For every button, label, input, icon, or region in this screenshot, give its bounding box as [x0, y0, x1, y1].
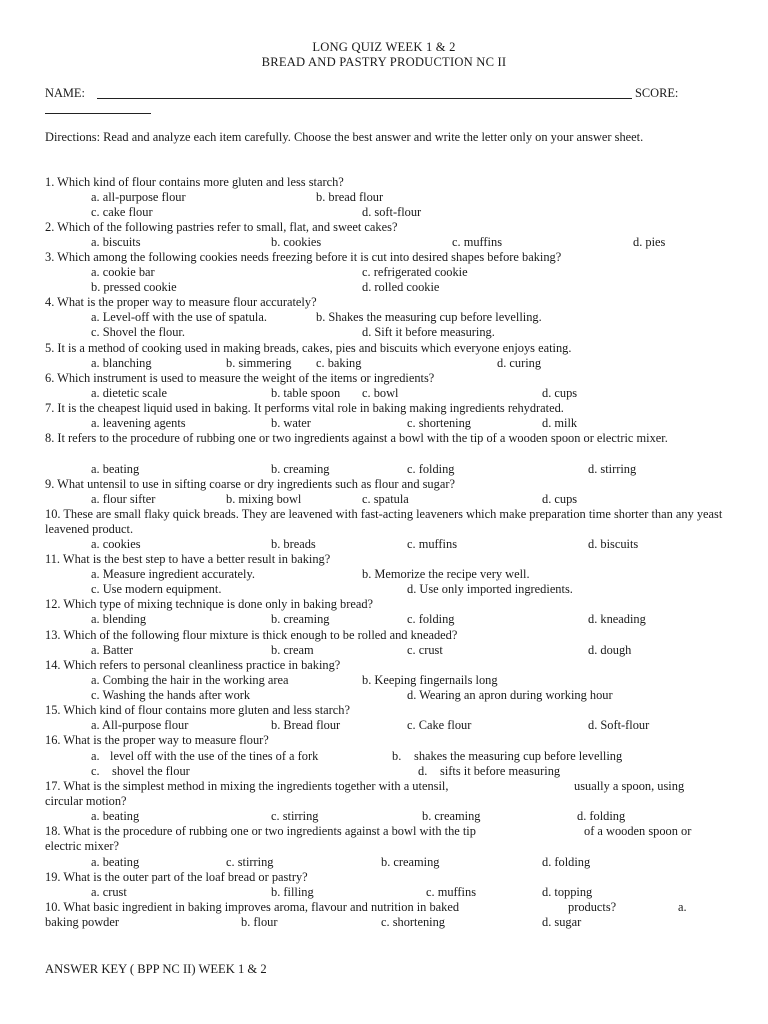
question-1-option: d. soft-flour [362, 205, 422, 219]
question-18-option: d. folding [542, 855, 591, 869]
question-18: 18. What is the procedure of rubbing one or two ingredients against a bowl with the tip [45, 824, 476, 838]
question-16: 16. What is the proper way to measure flour? [45, 733, 269, 747]
question-8-option: a. beating [91, 462, 140, 476]
question-16-option: shakes the measuring cup before levelling [414, 749, 623, 763]
question-16-option: a. [91, 749, 100, 763]
question-4-option: b. Shakes the measuring cup before levelling. [316, 310, 542, 324]
question-16-option: c. [91, 764, 100, 778]
question-2-option: d. pies [633, 235, 666, 249]
question-11-option: d. Use only imported ingredients. [407, 582, 573, 596]
question-17-option: c. stirring [271, 809, 319, 823]
question-13-option: d. dough [588, 643, 632, 657]
question-4: 4. What is the proper way to measure flour accurately? [45, 295, 317, 309]
question-20-option: c. shortening [381, 915, 446, 929]
page-subtitle: BREAD AND PASTRY PRODUCTION NC II [261, 55, 507, 69]
question-7: 7. It is the cheapest liquid used in baking. It performs vital role in baking making ingredients rehydrated. [45, 401, 564, 415]
question-2-option: a. biscuits [91, 235, 141, 249]
question-14-option: d. Wearing an apron during working hour [407, 688, 613, 702]
question-9-option: b. mixing bowl [226, 492, 302, 506]
question-3-option: b. pressed cookie [91, 280, 177, 294]
question-16-option: sifts it before measuring [440, 764, 561, 778]
question-19-option: a. crust [91, 885, 127, 899]
question-17-continuation: usually a spoon, using [574, 779, 685, 793]
question-17-option: d. folding [577, 809, 626, 823]
question-12-option: c. folding [407, 612, 455, 626]
question-8: 8. It refers to the procedure of rubbing one or two ingredients against a bowl with the tip of a wooden spoon or electric mixer. [45, 431, 668, 445]
question-3: 3. Which among the following cookies needs freezing before it is cut into desired shapes before baking? [45, 250, 562, 264]
question-14-option: c. Washing the hands after work [91, 688, 251, 702]
question-6: 6. Which instrument is used to measure the weight of the items or ingredients? [45, 371, 435, 385]
question-9-option: c. spatula [362, 492, 409, 506]
question-11-option: a. Measure ingredient accurately. [91, 567, 255, 581]
question-8-option: d. stirring [588, 462, 637, 476]
question-14-option: b. Keeping fingernails long [362, 673, 498, 687]
question-12: 12. Which type of mixing technique is done only in baking bread? [45, 597, 374, 611]
question-7-option: a. leavening agents [91, 416, 186, 430]
question-1-option: a. all-purpose flour [91, 190, 186, 204]
question-16-option: d. [418, 764, 428, 778]
score-blank-line [45, 113, 151, 114]
question-16-option: level off with the use of the tines of a fork [110, 749, 319, 763]
question-1-option: b. bread flour [316, 190, 384, 204]
question-4-option: d. Sift it before measuring. [362, 325, 495, 339]
page-title: LONG QUIZ WEEK 1 & 2 [312, 40, 456, 54]
question-2-option: b. cookies [271, 235, 322, 249]
question-9: 9. What untensil to use in sifting coarse or dry ingredients such as flour and sugar? [45, 477, 455, 491]
question-11-option: b. Memorize the recipe very well. [362, 567, 530, 581]
question-3-option: c. refrigerated cookie [362, 265, 468, 279]
score-label: SCORE: [635, 86, 679, 100]
question-17-option: b. creaming [422, 809, 481, 823]
question-5: 5. It is a method of cooking used in making breads, cakes, pies and biscuits which everyone enjoys eating. [45, 341, 572, 355]
question-17-option: a. beating [91, 809, 140, 823]
question-17: 17. What is the simplest method in mixing the ingredients together with a utensil, [45, 779, 449, 793]
question-19: 19. What is the outer part of the loaf bread or pastry? [45, 870, 308, 884]
question-16-option: shovel the flour [112, 764, 190, 778]
question-1: 1. Which kind of flour contains more gluten and less starch? [45, 175, 344, 189]
question-2: 2. Which of the following pastries refer to small, flat, and sweet cakes? [45, 220, 398, 234]
question-6-option: b. table spoon [271, 386, 341, 400]
question-18-continuation: of a wooden spoon or [584, 824, 692, 838]
question-1-option: c. cake flour [91, 205, 153, 219]
question-7-option: b. water [271, 416, 311, 430]
question-19-option: d. topping [542, 885, 593, 899]
question-15-option: d. Soft-flour [588, 718, 650, 732]
question-5-option: b. simmering [226, 356, 292, 370]
question-9-option: a. flour sifter [91, 492, 156, 506]
question-8-option: b. creaming [271, 462, 330, 476]
question-7-option: d. milk [542, 416, 578, 430]
question-20-option: d. sugar [542, 915, 582, 929]
name-blank-line [97, 98, 632, 99]
question-5-option: a. blanching [91, 356, 152, 370]
question-10: 10. These are small flaky quick breads. They are leavened with fast-acting leaveners which make preparation time shorter than any yeast leavened product. [45, 507, 723, 537]
question-18-wrap-line: electric mixer? [45, 839, 119, 853]
name-label: NAME: [45, 86, 85, 100]
question-10-option: b. breads [271, 537, 316, 551]
question-14-option: a. Combing the hair in the working area [91, 673, 289, 687]
question-13-option: a. Batter [91, 643, 133, 657]
question-15: 15. Which kind of flour contains more gluten and less starch? [45, 703, 350, 717]
directions: Directions: Read and analyze each item carefully. Choose the best answer and write the letter only on your answer sheet. [45, 130, 644, 144]
question-20: 10. What basic ingredient in baking improves aroma, flavour and nutrition in baked [45, 900, 460, 914]
answer-key-heading: ANSWER KEY ( BPP NC II) WEEK 1 & 2 [45, 962, 267, 976]
question-6-option: a. dietetic scale [91, 386, 168, 400]
question-11-option: c. Use modern equipment. [91, 582, 222, 596]
question-18-option: a. beating [91, 855, 140, 869]
question-13: 13. Which of the following flour mixture is thick enough to be rolled and kneaded? [45, 628, 458, 642]
question-5-option: c. baking [316, 356, 362, 370]
question-12-option: b. creaming [271, 612, 330, 626]
question-17-wrap-line: circular motion? [45, 794, 127, 808]
question-15-option: c. Cake flour [407, 718, 472, 732]
question-16-option: b. [392, 749, 402, 763]
question-13-option: c. crust [407, 643, 443, 657]
question-6-option: c. bowl [362, 386, 399, 400]
question-19-option: c. muffins [426, 885, 477, 899]
question-3-option: a. cookie bar [91, 265, 155, 279]
question-4-option: c. Shovel the flour. [91, 325, 185, 339]
question-13-option: b. cream [271, 643, 314, 657]
question-9-option: d. cups [542, 492, 578, 506]
question-4-option: a. Level-off with the use of spatula. [91, 310, 267, 324]
name-score-row [45, 86, 725, 102]
question-18-option: c. stirring [226, 855, 274, 869]
question-18-option: b. creaming [381, 855, 440, 869]
question-11: 11. What is the best step to have a better result in baking? [45, 552, 331, 566]
question-20-option-a-letter: a. [678, 900, 687, 914]
question-14: 14. Which refers to personal cleanliness practice in baking? [45, 658, 341, 672]
question-7-option: c. shortening [407, 416, 472, 430]
question-20-option: b. flour [241, 915, 278, 929]
question-8-option: c. folding [407, 462, 455, 476]
question-19-option: b. filling [271, 885, 314, 899]
question-10-option: a. cookies [91, 537, 141, 551]
question-2-option: c. muffins [452, 235, 503, 249]
question-12-option: d. kneading [588, 612, 646, 626]
question-12-option: a. blending [91, 612, 147, 626]
question-20-continuation: products? [568, 900, 617, 914]
question-20-wrap-line: baking powder [45, 915, 119, 929]
question-3-option: d. rolled cookie [362, 280, 440, 294]
question-10-option: c. muffins [407, 537, 458, 551]
question-6-option: d. cups [542, 386, 578, 400]
question-15-option: a. All-purpose flour [91, 718, 189, 732]
question-15-option: b. Bread flour [271, 718, 341, 732]
question-10-option: d. biscuits [588, 537, 639, 551]
question-5-option: d. curing [497, 356, 542, 370]
